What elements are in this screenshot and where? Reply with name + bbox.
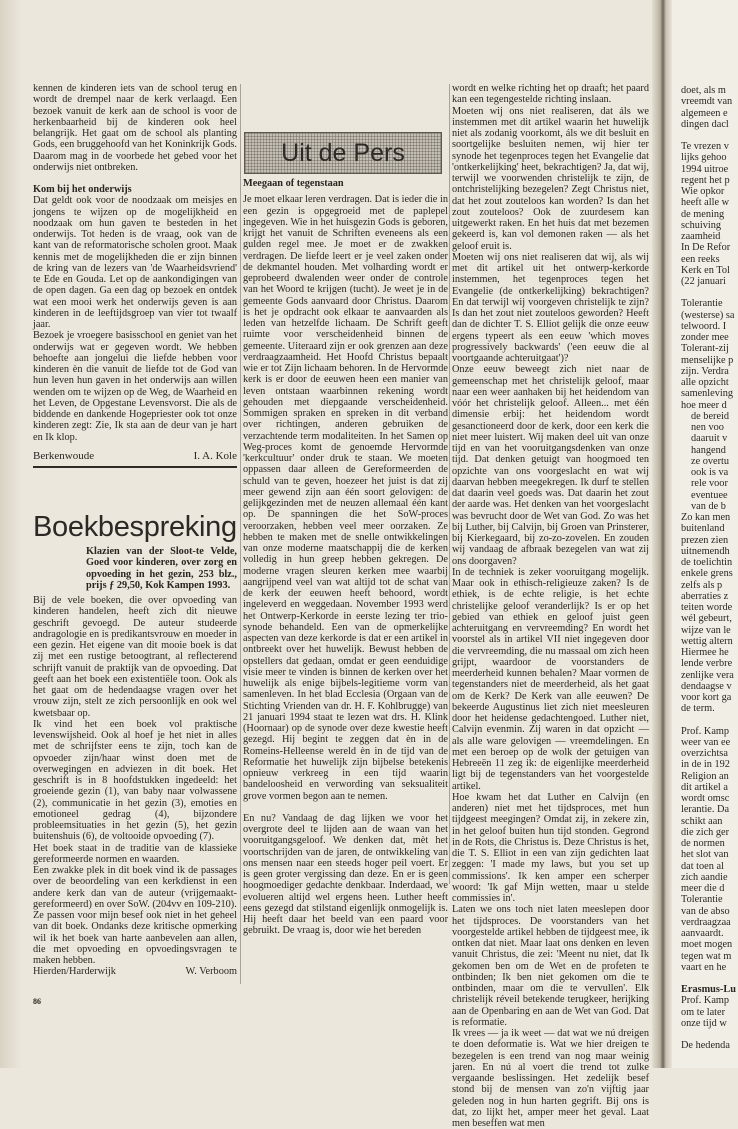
section-banner xyxy=(244,132,442,174)
subheading: Kom bij het onderwijs xyxy=(33,184,132,195)
text-line: wordt omsc xyxy=(681,793,730,804)
subheading: Erasmus-Lu xyxy=(681,984,736,995)
text-line: de bereid xyxy=(691,410,730,422)
text-line: dit artikel a xyxy=(681,781,728,793)
text-line: Hiermee he xyxy=(681,647,729,658)
page-number: 86 xyxy=(33,996,41,1006)
text-line: aberraties z xyxy=(681,590,729,602)
text-line: lerantie. Da xyxy=(681,804,730,816)
text-line: de term. xyxy=(681,703,715,715)
text-line: wettig altern xyxy=(681,635,733,647)
signature-line xyxy=(33,966,237,977)
text-line: Religion an xyxy=(681,770,729,782)
paragraph: Bezoek je vroegere basisschool en geniet van het onderwijs wat er gegeven wordt. We hebben behoefte aan jongelui die liefde hebben voor kinderen èn die vanuit de liefde tot de God van hun leven hun gaven in het onderwijs aan willen wenden om te wijzen op de Weg, de Waarheid en het Leven, de Opgestane Levensvorst. Die als de biddende en dankende Hogepriester ook tot onze kinderen zegt: Zie, Ik sta aan de deur van je hart en Ik klop. xyxy=(33,330,237,443)
text-line: schuiving xyxy=(681,219,722,231)
text-line: verdraagzaa xyxy=(681,916,731,928)
review-body xyxy=(33,595,237,978)
paragraph: Bij de vele boeken, die over opvoeding van kinderen handelen, heeft zich dit nieuwe geschrift gevoegd. De auteur studeerde andragologie en is predikantsvrouw en moeder in een gezin. Het eigene van dit mooie boek is dat zij met een rustige betoogtrant, al reflecterend schrijft vanuit de praktijk van de opvoeding. Dat geeft aan het boek een existentiële toon. Ook als het gaat om de hedendaagse vragen over het vrouw zijn, stelt ze zich persoonlijk en ook wel kwetsbaar op. xyxy=(33,595,237,719)
text-line: om te later xyxy=(681,1006,726,1018)
paragraph: Een zwakke plek in dit boek vind ik de passages over de beoordeling van een kerkdienst in een andere kerk dan van de auteur (vrijgemaakt-gereformeerd) en over SoW. (204vv en 109-210). xyxy=(33,865,237,910)
signature-line xyxy=(33,451,237,468)
text-line: In De Refor xyxy=(681,242,731,254)
paragraph: Ik vrees — ja ik weet — dat wat we nú dreigen te doen deformatie is. Wat we hier dreigen te bezegelen is een trend van nog maar weinig jaren. En nú al voert die trend tot zulke vergaande beslissingen. Het zedelijk besef stond bij de mensen van zo'n vijftig jaar geleden nog in hun harten gegrift. Bij ons is dat, zo lijkt het, amper meer het geval. Laat men beseffen wat men xyxy=(452,1028,649,1129)
text-line: (22 januari xyxy=(681,276,726,287)
text-line: De hedenda xyxy=(681,1040,730,1051)
paragraph: wordt en welke richting het op draaft; het paard kan een tegengestelde richting inslaan. xyxy=(452,83,649,106)
section-heading-boekbespreking: Boekbespreking xyxy=(33,511,237,543)
text-line: dingen dacl xyxy=(681,118,729,130)
text-line: (westerse) sa xyxy=(681,309,735,321)
text-line: Zo kan men xyxy=(681,512,731,523)
paragraph: Laten we ons toch niet laten meeslepen door het tijdsproces. De voorstanders van het voorgestelde artikel hebben de tijdgeest mee, ik ontken dat niet. Maar laat ons denken en leven vanuit Christus, die zei: 'Meent nu niet, dat Ik gekomen ben om de Wet en de profeten te ontbinden; Ik ben niet gekomen om die te ontbinden, maar om die te vervullen'. Elk christelijk réveil betekende terugkeer, herijking aan de Openbaring en aan de Wet van God. Dat is reformatie. xyxy=(452,904,649,1028)
article-title: Meegaan of tegenstaan xyxy=(243,178,344,189)
paragraph: Dat geldt ook voor de noodzaak om meisjes en jongens te wijzen op de mogelijkheid en noodzaak om hun gaven te besteden in het onderwijs. Tot heden is de vraag, ook van de kant van de reformatorische scholen groot. Maak kennis met de mogelijkheden die er zijn binnen de kring van de lezers van 'de Waarheidsvriend' te Ede en Gouda. Let op de aankondigingen van de open dagen. Ga een dag op bezoek en ontdek wat een mooi werk het onderwijs geven is aan kinderen in de leeftijdsgroep van vier tot twaalf jaar. xyxy=(33,195,237,330)
text-line: van de b xyxy=(691,500,726,512)
text-line: schikt aan xyxy=(681,815,723,827)
text-line: dendaagse v xyxy=(681,680,732,692)
text-line: zenlijke vera xyxy=(681,669,734,681)
text-line: Kerk en Tol xyxy=(681,264,730,276)
text-line: onze tijd w xyxy=(681,1017,727,1029)
text-line: tegen wat m xyxy=(681,950,732,962)
paragraph: Je moet elkaar leren verdragen. Dat is ieder die in een gezin is opgegroeid met de paplepel ingegeven. Wie in het huisgezin Gods is geboren, krijgt het vanuit de Schriften eveneens als een gulden regel mee. Je moet er de zwakken verdragen. De liefde leert er je veel zaken onder de dekmantel houden. Met volharding wordt er geprobeerd dwalenden weer onder de controle van het Woord te krijgen (tucht). Je weet je in de gemeente Gods aanvaard door Christus. Daarom is het je opdracht ook elkaar te aanvaarden als leden van hetzelfde lichaam. De Schrift geeft ruimte voor verscheidenheid binnen de gemeente. Uiteraard zijn er ook grenzen aan deze verdraagzaamheid. Het Hoofd Christus bepaalt wie er tot Zijn lichaam behoren. In de Hervormde kerk is er door de eeuwen heen een manier van leven ontstaan waarbinnen rekening wordt gehouden met diepgaande verscheidenheid. Sommigen spraken en spreken in dit verband over richtingen, anderen gebruiken de verzachtende term modaliteiten. In het Samen op Weg-proces komt de genoemde Hervormde 'kerkcultuur' onder druk te staan. We moeten oppassen daar alleen de Gereformeerden de schuld van te geven, hoezeer het juist is dat zij meer gewend zijn aan één soort gelovigen: de gelijkgezinden met de neuzen allemaal één kant op. De spanningen die het SoW-proces veroorzaken, hebben veel meer oorzaken. Ze hebben te maken met de snelle ontwikkelingen van onze moderne maatschappij die de kerken volledig in hun greep hebben gekregen. De moderne vragen sleuren kerken mee waarbij aangrijpend veel van wat altijd tot de schat van de kerk der eeuwen heeft behoord, wordt ingeleverd en weggedaan. November 1993 werd het Ontwerp-Kerkorde in eerste lezing ter trio-synode behandeld. Een van de opmerkelijke aspecten van deze kerkorde is dat er een artikel in ontbreekt over het huwelijk. Bewust hebben de opstellers dat gedaan, omdat er geen eenduidige visie meer te vinden is binnen de kerken over het huwelijk als enige bijbels-legitieme vorm van samenleven. In het blad Ecclesia (Orgaan van de Stichting Vrienden van dr. H. F. Kohlbrugge) van 21 januari 1994 staat te lezen wat drs. H. Klink (Hoornaar) op de synode over deze kwestie heeft gezegd. Hij begint te zeggen dat èn in de Romeins-Helleense wereld èn in de tijd van de Reformatie het huwelijk zijn bijbelse betekenis opnieuw verkreeg in een tijd waarin bandeloosheid en verwording van seksualiteit grove vormen begon aan te nemen. xyxy=(243,194,449,802)
text-line: lende verbre xyxy=(681,658,733,670)
text-block xyxy=(681,1040,738,1051)
text-line: wijze van le xyxy=(681,624,731,636)
text-line: Te vrezen v xyxy=(681,141,729,152)
text-line: het slot van xyxy=(681,849,729,861)
text-line: zaamheid xyxy=(681,231,721,242)
paragraph: Moeten wij ons niet realiseren dat wij, als wij met dit artikel uit het ontwerp-kerkorde instemmen, het tegenproces tegen het Evangelie (de ontkerkelijking) bekrachtigen? En dat terwijl wij voorgeven christelijk te zijn? Is dan het zout niet zouteloos geworden? Heeft dan de dichter T. S. Elliot gelijk die onze eeuw ergens typeert als een eeuw 'which moves progressively backwards' ('een eeuw die al voortgaande achteruitgaat')? xyxy=(452,251,649,364)
text-block xyxy=(681,512,738,715)
text-line: vreemdt van xyxy=(681,96,733,108)
text-line: heeft alle w xyxy=(681,197,730,209)
text-line: alle opzicht xyxy=(681,377,729,388)
text-line: de normen xyxy=(681,838,725,849)
text-line: Prof. Kamp xyxy=(681,995,730,1007)
text-line: rele voor xyxy=(691,478,728,490)
text-block xyxy=(681,411,738,512)
text-line: regent het p xyxy=(681,174,730,186)
text-line: telwoord. I xyxy=(681,320,727,332)
text-block xyxy=(681,726,738,974)
text-line: moet mogen xyxy=(681,939,733,951)
text-line: algemeen e xyxy=(681,107,728,119)
text-line: hoe meer d xyxy=(681,399,727,411)
text-line: nen voo xyxy=(691,422,724,433)
text-line: enkele grens xyxy=(681,568,733,580)
text-line: de mening xyxy=(681,208,725,220)
column-rule xyxy=(240,84,241,984)
text-line: overzichtsa xyxy=(681,748,728,759)
text-line: weer van ee xyxy=(681,736,731,748)
text-line: die zich ger xyxy=(681,826,730,838)
text-line: aanvaardt. xyxy=(681,928,724,939)
text-line: Tolerant-zij xyxy=(681,343,729,355)
column-1 xyxy=(33,83,237,1007)
paragraph: Ze passen voor mijn besef ook niet in het geheel van dit boek. Ondanks deze kritische opmerking wil ik het boek van harte aanbevelen aan allen, die met opvoeding en opvoedingsvragen te maken hebben. xyxy=(33,910,237,966)
text-line: 1994 uitroe xyxy=(681,163,729,175)
book-gutter xyxy=(652,0,672,1068)
paragraph: Het boek staat in de traditie van de klassieke gereformeerde normen en waarden. xyxy=(33,842,237,865)
text-line: samenleving xyxy=(681,388,734,400)
paragraph: Moeten wij ons niet realiseren, dat áls we instemmen met dit artikel waarin het huwelijk niet als zodanig voorkomt, áls we dit besluit en soortgelijke besluiten nemen, wij hier ter synode het tegenproces tegen het Evangelie dat 'ontkerkelijking' heet, bekrachtigen? Ja, dat wij, terwijl we voorwenden christelijk te zijn, de ontchristelijking bezegelen? Zegt Christus niet, dat het zout zouteloos kan worden? Is dan het zout zouteloos? Ook de zuurdesem kan uitgewerkt raken. En het huis dat met bezemen gekeerd is, kan vol demonen raken — als het geloof eruit is. xyxy=(452,105,649,252)
text-line: ook is va xyxy=(691,467,729,478)
text-line: voor kort ga xyxy=(681,692,732,703)
paragraph: Onze eeuw beweegt zich niet naar de gemeenschap met het christelijk geloof, maar naar een weer aanhaken bij het heidendom van vóór het christelijk geloof. Alleen... met één dimensie erbij: het heidendom wordt gesanctioneerd door de kerk, door een kerk die niet meer luistert. Wij maken deel uit van onze tijd en van het vooruitgangsdenken van onze tijd. Dat denken getuigt van hoogmoed ten opzichte van ons voorgeslacht en wat wij daarvan hebben meegekregen. Ik durf te stellen dat daarin veel goeds was. Dat daarin het zout der aarde was. Het denken van het voorgeslacht was bevrucht door de Wet van God. Zo was het bij Luther, bij Calvijn, bij Groen van Prinsterer, bij Kierkegaard, bij zo-zo-zovelen. En zouden wij vandaag de afbraak bezegelen van wat zij ons doorgaven? xyxy=(452,364,649,567)
text-line: uitnemendh xyxy=(681,545,730,557)
text-line: eventuee xyxy=(691,489,728,501)
text-line: teiten worde xyxy=(681,602,733,613)
book-reference: Klazien van der Sloot-te Velde, Goed voor kinderen, over zorg en opvoeding in het gezin, 253 blz., prijs ƒ 29,50, Kok Kampen 1993. xyxy=(86,546,237,591)
text-line: ze overtu xyxy=(691,455,730,467)
signature-place: Hierden/Harderwijk xyxy=(33,966,116,978)
paragraph: In de techniek is zeker vooruitgang mogelijk. Maar ook in ethisch-religieuze zaken? Is de ethiek, is de echte religie, is het echte christelijke geloof veranderlijk? Is er op het gebied van ethiek en geloof juist geen achteruitgang en vervreemding? En wordt het voorstel als in artikel VII niet ingegeven door die vervreemding, die nu massaal om zich heen grijpt, waardoor de voorstanders de meerderheid kunnen behalen? Maar vormen de tegenstanders niet de meerderheid, als het gaat om de Kerk? De Kerk van alle eeuwen? De bekeerde Augustinus liet zich niet meesleuren door het heidense gedachtengoed. Luther niet, Calvijn evenmin. Zij waren in dat opzicht — als alle ware gelovigen — vreemdelingen. En met een beroep op de wolk der getuigen van Hebreeën 11 zeg ik: de eigenlijke meerderheid ligt bij de tegenstanders van het voorgestelde artikel. xyxy=(452,566,649,792)
text-line: Wie opkor xyxy=(681,186,725,197)
column-2 xyxy=(243,178,448,937)
column-3 xyxy=(452,83,649,1129)
text-line: lijks gehoo xyxy=(681,152,727,164)
text-line: doet, als m xyxy=(681,85,726,96)
text-line: wél gebeurt, xyxy=(681,613,732,625)
text-line: zelfs als p xyxy=(681,579,723,591)
text-block xyxy=(681,298,738,411)
text-line: van de abso xyxy=(681,905,730,917)
column-rule xyxy=(449,84,450,884)
intro-paragraph: kennen de kinderen iets van de school terug en wordt de drempel naar de kerk verlaagd. Een bezoek vanuit de kerk aan de school is voor de herkenbaarheid bij de kinderen ook heel belangrijk. Het gaat om de school als planting Gods, een bruggehoofd van het Koninkrijk Gods. Daarom mag in de voorbede het gebed voor het onderwijs niet ontbreken. xyxy=(33,83,237,173)
text-line: buitenland xyxy=(681,523,725,535)
text-line: in de in 192 xyxy=(681,759,730,771)
text-line: meer die d xyxy=(681,883,725,894)
text-block xyxy=(681,85,738,130)
text-line: Tolerantie xyxy=(681,894,723,906)
paragraph: Ik vind het een boek vol praktische levenswijsheid. Ook al hoef je het niet in alles met de schrijfster eens te zijn, toch kan de opvoeder zijn/haar winst doen met de overwegingen en adviezen in dit boek. Het geschrift is in 8 hoofdstukken ingedeeld: het groeiende gezin (1), van baby naar volwassene (2), communicatie in het gezin (3), emoties en emotioneel gedrag (4), bijzondere probleemsituaties in het gezin (5), het gezin buitenshuis (6), de voltooide opvoeding (7). xyxy=(33,718,237,843)
paragraph: En nu? Vandaag de dag lijken we voor het overgrote deel te lijden aan de waan van het vooruitgangsgeloof. We denken dat, mèt het voortschrijden van de jaren, de ontwikkeling van ons mensen naar een steeds hoger peil voert. Er is geen groter vergissing dan deze. En er is geen hoogmoediger gedachte denkbaar. Inderdaad, we evolueren altijd wel ergens heen. Luther heeft eens gezegd dat stilstand eigenlijk onmogelijk is. Hij heeft daar het beeld van een paard voor gebruikt. De vraag is, door wie het bereden xyxy=(243,812,448,937)
text-line: daaruit v xyxy=(691,433,728,445)
text-block xyxy=(681,984,738,1029)
paragraph: Hoe kwam het dat Luther en Calvijn (en anderen) niet met het tijdsproces, met hun tijdgeest meegingen? Omdat zij, in zekere zin, in het geloof buiten hun tijd stonden. Gegrond in de Rots, die Christus is. Deze Christus is het, die T. S. Elliot in een van zijn gedichten laat zeggen: 'I made my laws, but you set up commissions'. Ik ken amper een scherper woord: 'Ik gaf Mijn wetten, maar u stelde commissies in'. xyxy=(452,791,649,904)
text-block xyxy=(681,141,738,287)
text-line: zich aandie xyxy=(681,871,728,883)
text-line: vaart en he xyxy=(681,961,727,973)
text-line: prezen zien xyxy=(681,534,729,546)
text-line: een reeks xyxy=(681,253,720,265)
column-4-clipped xyxy=(681,85,738,1062)
text-line: Prof. Kamp xyxy=(681,725,730,737)
page-edge-shadow xyxy=(0,0,22,1068)
section-title: Uit de Pers xyxy=(281,138,405,167)
text-line: zonder mee xyxy=(681,332,729,343)
text-line: menselijke p xyxy=(681,354,734,366)
text-line: de toelichtin xyxy=(681,557,733,568)
signature-author: W. Verboom xyxy=(185,966,237,978)
signature-author: I. A. Kole xyxy=(193,449,237,462)
text-line: hangend xyxy=(691,444,726,456)
signature-place: Berkenwoude xyxy=(33,449,95,462)
text-line: Tolerantie xyxy=(681,298,723,310)
text-line: zijn. Verdra xyxy=(681,365,729,377)
text-line: dat toen al xyxy=(681,860,724,872)
